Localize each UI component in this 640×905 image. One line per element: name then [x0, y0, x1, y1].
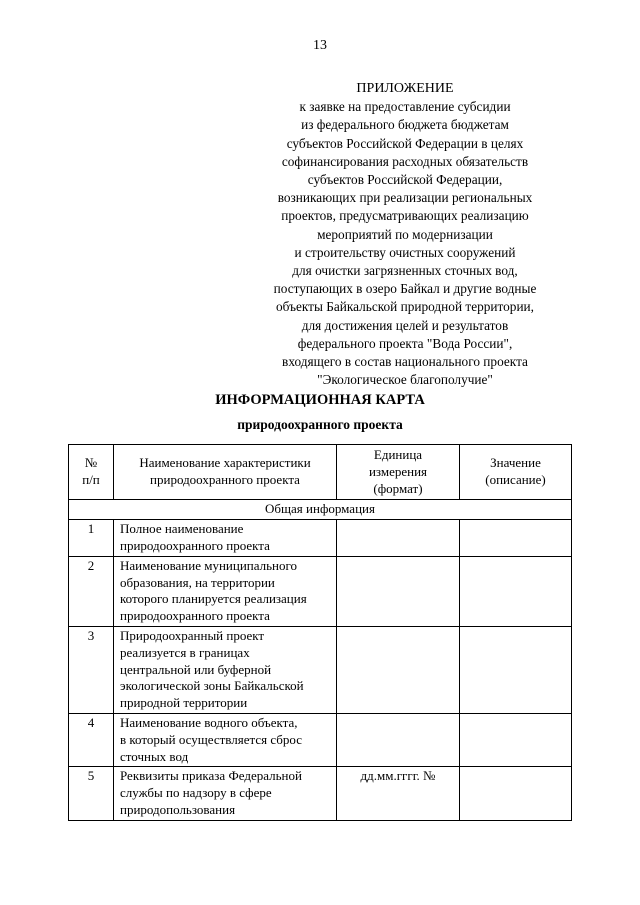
characteristic-line: Природоохранный проект — [120, 627, 265, 643]
characteristic-line: службы по надзору в сфере — [120, 785, 272, 801]
row-unit — [337, 713, 460, 766]
characteristic-line: природопользования — [120, 801, 236, 817]
characteristic-line: экологической зоны Байкальской — [120, 678, 304, 694]
appendix-line: субъектов Российской Федерации, — [307, 172, 503, 188]
characteristic-line: реализуется в границах — [120, 644, 250, 660]
table-row — [69, 626, 572, 713]
header-line: Значение — [490, 455, 541, 471]
row-unit: дд.мм.гггг. № — [337, 767, 460, 820]
header-name — [114, 445, 337, 500]
appendix-line: возникающих при реализации региональных — [277, 190, 533, 206]
appendix-line: входящего в состав национального проекта — [282, 354, 528, 370]
characteristic-line: Полное наименование — [120, 521, 244, 537]
header-num — [69, 445, 114, 500]
header-line: (формат) — [373, 480, 423, 496]
characteristic-line: природоохранного проекта — [120, 537, 270, 553]
table-row — [69, 767, 572, 820]
table-row — [69, 556, 572, 626]
characteristic-line: природной территории — [120, 695, 248, 711]
row-value — [460, 767, 572, 820]
header-line: п/п — [82, 472, 100, 488]
characteristic-line: природоохранного проекта — [120, 608, 270, 624]
row-characteristic — [114, 713, 337, 766]
appendix-line: из федерального бюджета бюджетам — [301, 117, 509, 133]
row-value — [460, 520, 572, 557]
characteristic-line: сточных вод — [120, 748, 189, 764]
appendix-line: софинансирования расходных обязательств — [281, 153, 529, 169]
appendix-text — [238, 98, 572, 389]
header-line: Наименование характеристики — [139, 455, 311, 471]
appendix-line: для очистки загрязненных сточных вод, — [292, 263, 518, 279]
page-number: 13 — [313, 38, 327, 53]
header-unit — [337, 445, 460, 500]
table-header-row — [69, 445, 572, 500]
characteristic-line: Наименование муниципального — [120, 557, 298, 573]
header-line: Единица — [373, 447, 423, 462]
header-line: (описание) — [485, 472, 546, 488]
row-value — [460, 713, 572, 766]
row-number: 5 — [69, 767, 114, 820]
table-row — [69, 713, 572, 766]
appendix-line: субъектов Российской Федерации в целях — [286, 135, 524, 151]
table-row — [69, 520, 572, 557]
section-label: Общая информация — [69, 500, 572, 520]
appendix-line: федерального проекта "Вода России", — [297, 335, 513, 351]
appendix-line: проектов, предусматривающих реализацию — [281, 208, 529, 224]
characteristic-line: в который осуществляется сброс — [120, 731, 302, 747]
appendix-line: поступающих в озеро Байкал и другие водные — [273, 281, 537, 297]
appendix-line: к заявке на предоставление субсидии — [299, 99, 511, 115]
row-unit — [337, 626, 460, 713]
header-line: природоохранного проекта — [150, 472, 300, 488]
row-characteristic — [114, 556, 337, 626]
characteristic-line: Наименование водного объекта, — [120, 714, 298, 730]
characteristic-line: образования, на территории — [120, 574, 275, 590]
row-number: 3 — [69, 626, 114, 713]
header-line: № — [84, 455, 98, 471]
header-line: измерения — [368, 463, 428, 479]
row-unit — [337, 520, 460, 557]
appendix-line: мероприятий по модернизации — [317, 226, 493, 242]
appendix-line: и строительству очистных сооружений — [294, 244, 516, 260]
row-characteristic — [114, 520, 337, 557]
row-characteristic — [114, 767, 337, 820]
info-table — [68, 444, 572, 821]
appendix-line: объекты Байкальской природной территории, — [276, 299, 534, 315]
appendix-line: для достижения целей и результатов — [301, 317, 509, 333]
row-value — [460, 556, 572, 626]
characteristic-line: Реквизиты приказа Федеральной — [120, 768, 302, 784]
card-subtitle: природоохранного проекта — [237, 417, 403, 432]
appendix-line: "Экологическое благополучие" — [317, 372, 493, 388]
row-number: 1 — [69, 520, 114, 557]
row-characteristic — [114, 626, 337, 713]
section-row — [69, 500, 572, 520]
row-value — [460, 626, 572, 713]
card-title: ИНФОРМАЦИОННАЯ КАРТА — [215, 392, 425, 408]
characteristic-line: которого планируется реализация — [120, 591, 307, 607]
header-value — [460, 445, 572, 500]
row-number: 4 — [69, 713, 114, 766]
appendix-block — [238, 80, 572, 389]
row-number: 2 — [69, 556, 114, 626]
characteristic-line: центральной или буферной — [120, 661, 272, 677]
appendix-title: ПРИЛОЖЕНИЕ — [356, 81, 454, 96]
row-unit — [337, 556, 460, 626]
